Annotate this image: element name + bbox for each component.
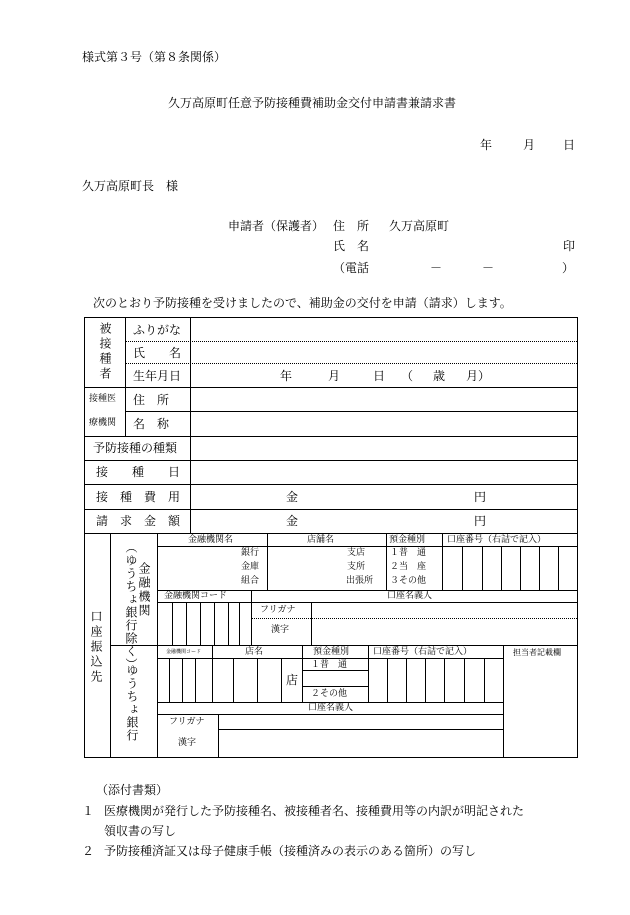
birthdate-year: 年: [280, 369, 293, 383]
yucho-sonota: ２その他: [311, 689, 348, 699]
cost-label: 接 種 費 用: [96, 490, 181, 504]
vaccine-type-label: 予防接種の種類: [93, 441, 178, 455]
transfer-label: 口座振込先: [89, 610, 103, 685]
shinkin-suffix: 金庫: [241, 562, 260, 572]
inst-code-label: 金融機関コード: [164, 591, 228, 601]
recipient-name-label: 氏 名: [133, 346, 182, 360]
yucho-code-header: 金融機関コード: [166, 649, 202, 655]
clinic-label-2: 療機関: [89, 418, 117, 428]
cost-yen: 円: [474, 490, 487, 504]
cost-kin: 金: [286, 490, 299, 504]
birthdate-age: 歳: [433, 369, 446, 383]
attachment-2-number: ２: [82, 844, 95, 858]
intro-text: 次のとおり予防接種を受けましたので、補助金の交付を申請（請求）します。: [93, 296, 512, 310]
deposit-type-header: 預金種別: [389, 535, 426, 545]
financial-label: 金融機関: [137, 562, 151, 618]
yucho-futsu: １普 通: [311, 660, 348, 670]
attachment-1-line-1: 医療機関が発行した予防接種名、被接種者名、接種費用等の内訳が明記された: [104, 804, 525, 818]
account-no-header: 口座番号（右詰で記入）: [447, 535, 547, 545]
financial-note: （ゆうちょ銀行除く）: [124, 541, 138, 671]
form-number: 様式第３号（第８条関係）: [82, 50, 227, 64]
recipient-label: 被接種者: [98, 322, 112, 382]
form-title: 久万高原町任意予防接種費補助金交付申請書兼請求書: [168, 96, 457, 110]
yucho-holder-kanji: 漢字: [178, 738, 197, 748]
yucho-label: ゆうちょ銀行: [125, 664, 139, 742]
kumiai-suffix: 組合: [241, 576, 260, 586]
yucho-holder-label: 口座名義人: [308, 703, 354, 713]
branch-header: 店舗名: [307, 535, 335, 545]
clinic-label-1: 接種医: [89, 394, 117, 404]
addressee: 久万高原町長 様: [82, 179, 179, 193]
claim-label: 請 求 金 額: [96, 514, 181, 528]
applicant-address-label: 住 所: [333, 219, 370, 233]
bank-suffix: 銀行: [241, 548, 260, 558]
shiten-suffix: 支店: [347, 548, 366, 558]
holder-furigana-label: フリガナ: [260, 605, 296, 615]
date-month-label: 月: [523, 138, 536, 152]
applicant-address-value: 久万高原町: [389, 219, 450, 233]
holder-label: 口座名義人: [387, 591, 433, 601]
birthdate-month: 月: [328, 369, 341, 383]
deposit-sonota: ３その他: [390, 576, 427, 586]
attachment-1-number: １: [82, 804, 95, 818]
birthdate-day: 日: [373, 369, 386, 383]
clinic-name-label: 名 称: [133, 417, 170, 431]
inst-name-header: 金融機関名: [188, 535, 234, 545]
yucho-holder-furigana: フリガナ: [169, 717, 205, 727]
deposit-toza: ２当 座: [390, 562, 427, 572]
phone-dash-2: －: [482, 261, 495, 275]
phone-close: ）: [562, 261, 575, 275]
vaccine-date-label: 接 種 日: [96, 465, 181, 479]
attachments-heading: （添付書類）: [96, 783, 169, 797]
claim-yen: 円: [474, 514, 487, 528]
applicant-label: 申請者（保護者）: [228, 219, 325, 233]
phone-label: （電話: [333, 261, 370, 275]
birthdate-label: 生年月日: [133, 369, 182, 383]
yucho-store-char: 店: [286, 673, 299, 687]
attachment-2-text: 予防接種済証又は母子健康手帳（接種済みの表示のある箇所）の写し: [104, 844, 477, 858]
yucho-store-header: 店名: [245, 647, 264, 657]
claim-kin: 金: [286, 514, 299, 528]
holder-kanji-label: 漢字: [271, 625, 290, 635]
applicant-name-label: 氏 名: [333, 239, 370, 253]
deposit-futsu: １普 通: [390, 548, 427, 558]
date-year-label: 年: [480, 138, 493, 152]
yucho-account-no-header: 口座番号（右詰で記入）: [373, 647, 473, 657]
shucchojo-suffix: 出張所: [346, 576, 374, 586]
shisho-suffix: 支所: [347, 562, 366, 572]
birthdate-open-paren: （: [401, 369, 414, 383]
birthdate-age-month: 月）: [466, 369, 491, 383]
phone-dash-1: －: [430, 261, 443, 275]
seal-mark: 印: [563, 239, 576, 253]
clinic-address-label: 住 所: [133, 393, 170, 407]
yucho-deposit-type-header: 預金種別: [313, 647, 350, 657]
attachment-1-line-2: 領収書の写し: [104, 824, 177, 838]
date-day-label: 日: [563, 138, 576, 152]
furigana-label: ふりがな: [133, 323, 182, 337]
staff-header: 担当者記載欄: [513, 648, 561, 657]
